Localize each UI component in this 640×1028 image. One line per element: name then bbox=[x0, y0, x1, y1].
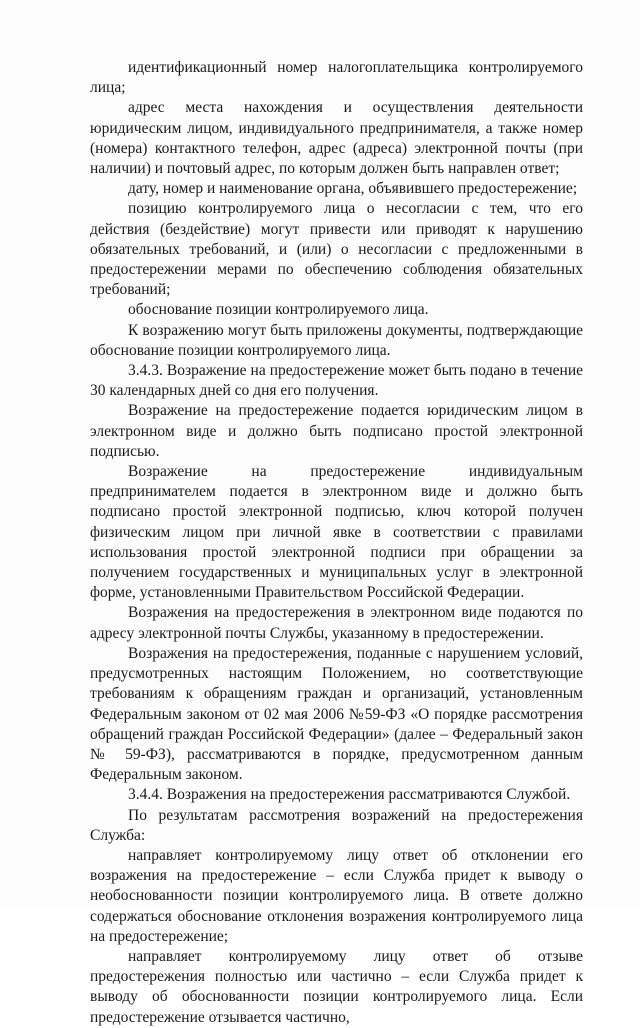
paragraph-withdrawal: направляет контролируемому лицу ответ об отзыве предостережения полностью или частично – если Служба придет к выводу об обоснованности позиции контролируемого лица. Если предостережение отзывается частично, bbox=[90, 947, 583, 1026]
paragraph-email-submission: Возражения на предостережения в электронном виде подаются по адресу электронной почты Службы, указанному в предостережении. bbox=[90, 604, 583, 642]
paragraph-rejection: направляет контролируемому лицу ответ об отклонении его возражения на предостережение – если Служба придет к выводу о необоснованности позиции контролируемого лица. В ответе должно содержаться обоснование отклонения возражения контролируемого лица на предостережение; bbox=[90, 846, 583, 945]
paragraph-3-4-4: 3.4.4. Возражения на предостережения рассматриваются Службой. bbox=[128, 786, 571, 804]
paragraph-attachments: К возражению могут быть приложены документы, подтверждающие обоснование позиции контролируемого лица. bbox=[90, 321, 583, 359]
paragraph-taxpayer-id: идентификационный номер налогоплательщика контролируемого лица; bbox=[90, 59, 583, 97]
paragraph-legal-entity-submission: Возражение на предостережение подается юридическим лицом в электронном виде и должно быть подписано простой электронной подписью. bbox=[90, 402, 583, 460]
paragraph-date-number: дату, номер и наименование органа, объявившего предостережение; bbox=[128, 180, 578, 198]
paragraph-entrepreneur-submission: Возражение на предостережение индивидуальным предпринимателем подается в электронном виде и должно быть подписано простой электронной подписью, ключ которой получен физическим лицом при личной явке в соответствии с правилами использования простой электронной подписи при обращении за получением государственных и муниципальных услуг в электронной форме, установленными Правительством Российской Федерации. bbox=[90, 463, 583, 602]
paragraph-justification: обоснование позиции контролируемого лица. bbox=[128, 301, 429, 319]
paragraph-review-results: По результатам рассмотрения возражений на предостережения Служба: bbox=[90, 806, 583, 844]
paragraph-violating-objections: Возражения на предостережения, поданные с нарушением условий, предусмотренных настоящим Положением, но соответствующие требованиям к обращениям граждан и организаций, установленным Федеральным законом от 02 мая 2006 №59-ФЗ «О порядке рассмотрения обращений граждан Российской Федерации» (далее – Федеральный закон № 59-ФЗ), рассматриваются в порядке, предусмотренном данным Федеральным законом. bbox=[90, 644, 583, 784]
paragraph-address: адрес места нахождения и осуществления деятельности юридическим лицом, индивидуального предпринимателя, а также номер (номера) контактного телефон, адрес (адреса) электронной почты (при наличии) и почтовый адрес, по которым должен быть направлен ответ; bbox=[90, 99, 583, 178]
paragraph-disagreement-position: позицию контролируемого лица о несогласии с тем, что его действия (бездействие) могут привести или приводят к нарушению обязательных требований, и (или) о несогласии с предложенными в предостережении мерами по обеспечению соблюдения обязательных требований; bbox=[90, 200, 583, 299]
document-body bbox=[90, 58, 583, 1028]
paragraph-3-4-3: 3.4.3. Возражение на предостережение может быть подано в течение 30 календарных дней со дня его получения. bbox=[90, 362, 583, 400]
